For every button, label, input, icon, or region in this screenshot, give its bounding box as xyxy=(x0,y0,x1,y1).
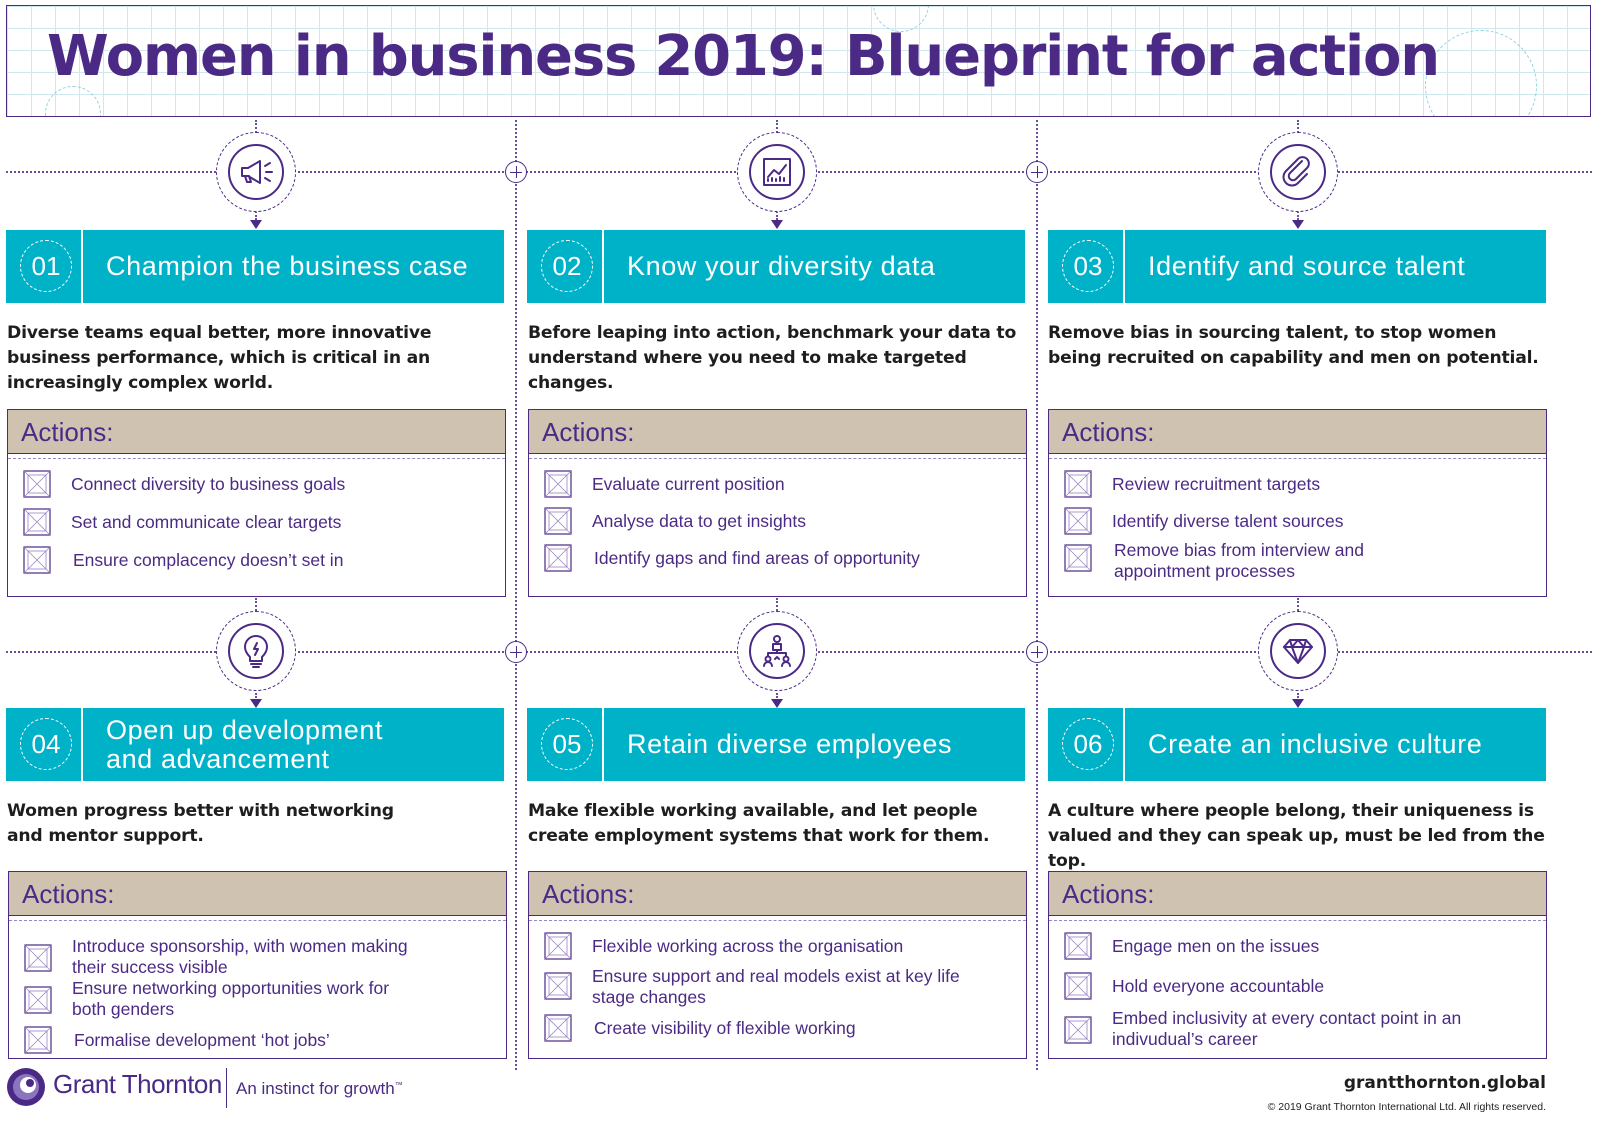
action-item xyxy=(544,966,1016,1016)
checkbox-icon xyxy=(1064,932,1092,960)
checkbox-icon xyxy=(23,470,51,498)
checkbox-icon xyxy=(24,944,52,972)
decorative-circle xyxy=(45,86,101,117)
action-item xyxy=(23,470,495,498)
actions-heading: Actions: xyxy=(8,410,505,454)
title-banner xyxy=(6,5,1591,117)
section-number-cell xyxy=(6,230,83,303)
section-header xyxy=(6,230,504,303)
actions-list xyxy=(8,458,505,596)
plus-icon xyxy=(505,641,527,663)
action-item xyxy=(24,932,496,978)
checkbox-icon xyxy=(1064,972,1092,1000)
section-number: 03 xyxy=(1062,240,1114,292)
section-description: Women progress better with networking and mentor support. xyxy=(7,801,394,846)
decorative-circle xyxy=(1425,30,1537,117)
arrow-down-icon xyxy=(1292,699,1304,708)
section-title: Champion the business case xyxy=(106,251,469,281)
action-item xyxy=(1064,972,1536,1000)
action-item xyxy=(23,508,495,536)
section-title: Know your diversity data xyxy=(627,251,936,281)
actions-list xyxy=(1049,458,1546,596)
brand-name: Grant Thornton xyxy=(53,1069,222,1099)
checkbox-icon xyxy=(544,932,572,960)
actions-box xyxy=(1048,409,1547,597)
action-item xyxy=(24,1026,496,1054)
section-header xyxy=(6,708,504,781)
action-text: Engage men on the issues xyxy=(1112,936,1320,956)
grant-thornton-logo-icon xyxy=(6,1067,46,1107)
section-title: Retain diverse employees xyxy=(627,729,953,759)
action-text: Evaluate current position xyxy=(592,474,785,494)
checkbox-icon xyxy=(24,1026,52,1054)
checkbox-icon xyxy=(544,1014,572,1042)
action-item xyxy=(544,507,1016,535)
section-number: 02 xyxy=(541,240,593,292)
checkbox-icon xyxy=(23,508,51,536)
action-item xyxy=(1064,1008,1536,1058)
checkbox-icon xyxy=(1064,544,1092,572)
action-text: Analyse data to get insights xyxy=(592,511,807,531)
section-header xyxy=(527,708,1025,781)
action-text: Ensure support and real models exist at key life stage changes xyxy=(592,966,960,1007)
section-title: Create an inclusive culture xyxy=(1148,729,1483,759)
actions-box xyxy=(528,871,1027,1059)
section-number: 04 xyxy=(20,718,72,770)
actions-heading: Actions: xyxy=(1049,872,1546,916)
action-text: Embed inclusivity at every contact point in an indivudual’s career xyxy=(1112,1008,1462,1049)
actions-box xyxy=(528,409,1027,597)
checkbox-icon xyxy=(544,507,572,535)
section-number-cell xyxy=(527,708,604,781)
section-header xyxy=(1048,708,1546,781)
action-text: Formalise development ‘hot jobs’ xyxy=(74,1030,330,1050)
arrow-down-icon xyxy=(771,699,783,708)
paperclip-icon xyxy=(1278,152,1318,192)
actions-list xyxy=(1049,920,1546,1058)
diamond-icon xyxy=(1278,631,1318,671)
action-item xyxy=(1064,932,1536,960)
logo-divider xyxy=(226,1068,227,1108)
brand-tagline: An instinct for growth™ xyxy=(236,1079,403,1098)
org-chart-icon xyxy=(757,631,797,671)
actions-heading: Actions: xyxy=(529,872,1026,916)
section-icon-medallion xyxy=(1258,132,1338,212)
action-item xyxy=(544,470,1016,498)
megaphone-icon xyxy=(236,152,276,192)
section-icon-medallion xyxy=(1258,611,1338,691)
checkbox-icon xyxy=(544,544,572,572)
checkbox-icon xyxy=(544,470,572,498)
section-icon-medallion xyxy=(216,132,296,212)
action-text: Flexible working across the organisation xyxy=(592,936,904,956)
action-text: Set and communicate clear targets xyxy=(71,512,342,532)
section-title: Open up development and advancement xyxy=(106,714,384,774)
section-header xyxy=(1048,230,1546,303)
arrow-down-icon xyxy=(771,220,783,229)
action-item xyxy=(1064,507,1536,535)
checkbox-icon xyxy=(23,546,51,574)
checkbox-icon xyxy=(1064,507,1092,535)
action-text: Introduce sponsorship, with women making their success visible xyxy=(72,936,408,977)
actions-box xyxy=(7,409,506,597)
actions-heading: Actions: xyxy=(9,872,506,916)
section-number-cell xyxy=(1048,708,1125,781)
action-text: Ensure complacency doesn’t set in xyxy=(73,550,344,570)
arrow-down-icon xyxy=(1292,220,1304,229)
action-item xyxy=(544,932,1016,960)
actions-heading: Actions: xyxy=(529,410,1026,454)
actions-box xyxy=(8,871,507,1059)
section-icon-medallion xyxy=(216,611,296,691)
section-number: 05 xyxy=(541,718,593,770)
grid-line xyxy=(515,120,517,1070)
section-description: Remove bias in sourcing talent, to stop women being recruited on capability and men on potential. xyxy=(1048,323,1539,368)
section-icon-medallion xyxy=(737,611,817,691)
section-number: 06 xyxy=(1062,718,1114,770)
page-title: Women in business 2019: Blueprint for action xyxy=(47,24,1439,89)
section-number: 01 xyxy=(20,240,72,292)
checkbox-icon xyxy=(544,972,572,1000)
checkbox-icon xyxy=(1064,470,1092,498)
checkbox-icon xyxy=(1064,1016,1092,1044)
plus-icon xyxy=(505,161,527,183)
arrow-down-icon xyxy=(250,220,262,229)
action-text: Ensure networking opportunities work for both genders xyxy=(72,978,390,1019)
action-item xyxy=(1064,540,1536,590)
section-icon-medallion xyxy=(737,132,817,212)
actions-list xyxy=(529,920,1026,1058)
action-item xyxy=(24,974,496,1020)
section-title: Identify and source talent xyxy=(1148,251,1466,281)
plus-icon xyxy=(1026,161,1048,183)
action-text: Remove bias from interview and appointment processes xyxy=(1114,540,1364,581)
lightbulb-icon xyxy=(236,631,276,671)
section-description: Before leaping into action, benchmark your data to understand where you need to make targeted changes. xyxy=(528,323,1017,393)
chart-icon xyxy=(757,152,797,192)
action-text: Connect diversity to business goals xyxy=(71,474,346,494)
section-header xyxy=(527,230,1025,303)
website-link[interactable]: grantthornton.global xyxy=(1343,1073,1546,1093)
grid-line xyxy=(1036,120,1038,1070)
section-number-cell xyxy=(1048,230,1125,303)
section-description: A culture where people belong, their uniqueness is valued and they can speak up, must be led from the top. xyxy=(1048,801,1545,871)
action-text: Create visibility of flexible working xyxy=(594,1018,856,1038)
actions-heading: Actions: xyxy=(1049,410,1546,454)
action-text: Identify gaps and find areas of opportunity xyxy=(594,548,920,568)
section-number-cell xyxy=(6,708,83,781)
action-item xyxy=(23,546,495,574)
action-text: Hold everyone accountable xyxy=(1112,976,1325,996)
actions-box xyxy=(1048,871,1547,1059)
actions-list xyxy=(9,920,506,1058)
arrow-down-icon xyxy=(250,699,262,708)
action-text: Review recruitment targets xyxy=(1112,474,1321,494)
action-item xyxy=(544,1014,1016,1042)
action-text: Identify diverse talent sources xyxy=(1112,511,1344,531)
plus-icon xyxy=(1026,641,1048,663)
action-item xyxy=(1064,470,1536,498)
actions-list xyxy=(529,458,1026,596)
section-number-cell xyxy=(527,230,604,303)
action-item xyxy=(544,544,1016,572)
copyright-text: © 2019 Grant Thornton International Ltd. All rights reserved. xyxy=(1267,1101,1546,1113)
checkbox-icon xyxy=(24,986,52,1014)
section-description: Diverse teams equal better, more innovative business performance, which is critical in an increasingly complex world. xyxy=(7,323,432,393)
section-description: Make flexible working available, and let people create employment systems that work for them. xyxy=(528,801,990,846)
